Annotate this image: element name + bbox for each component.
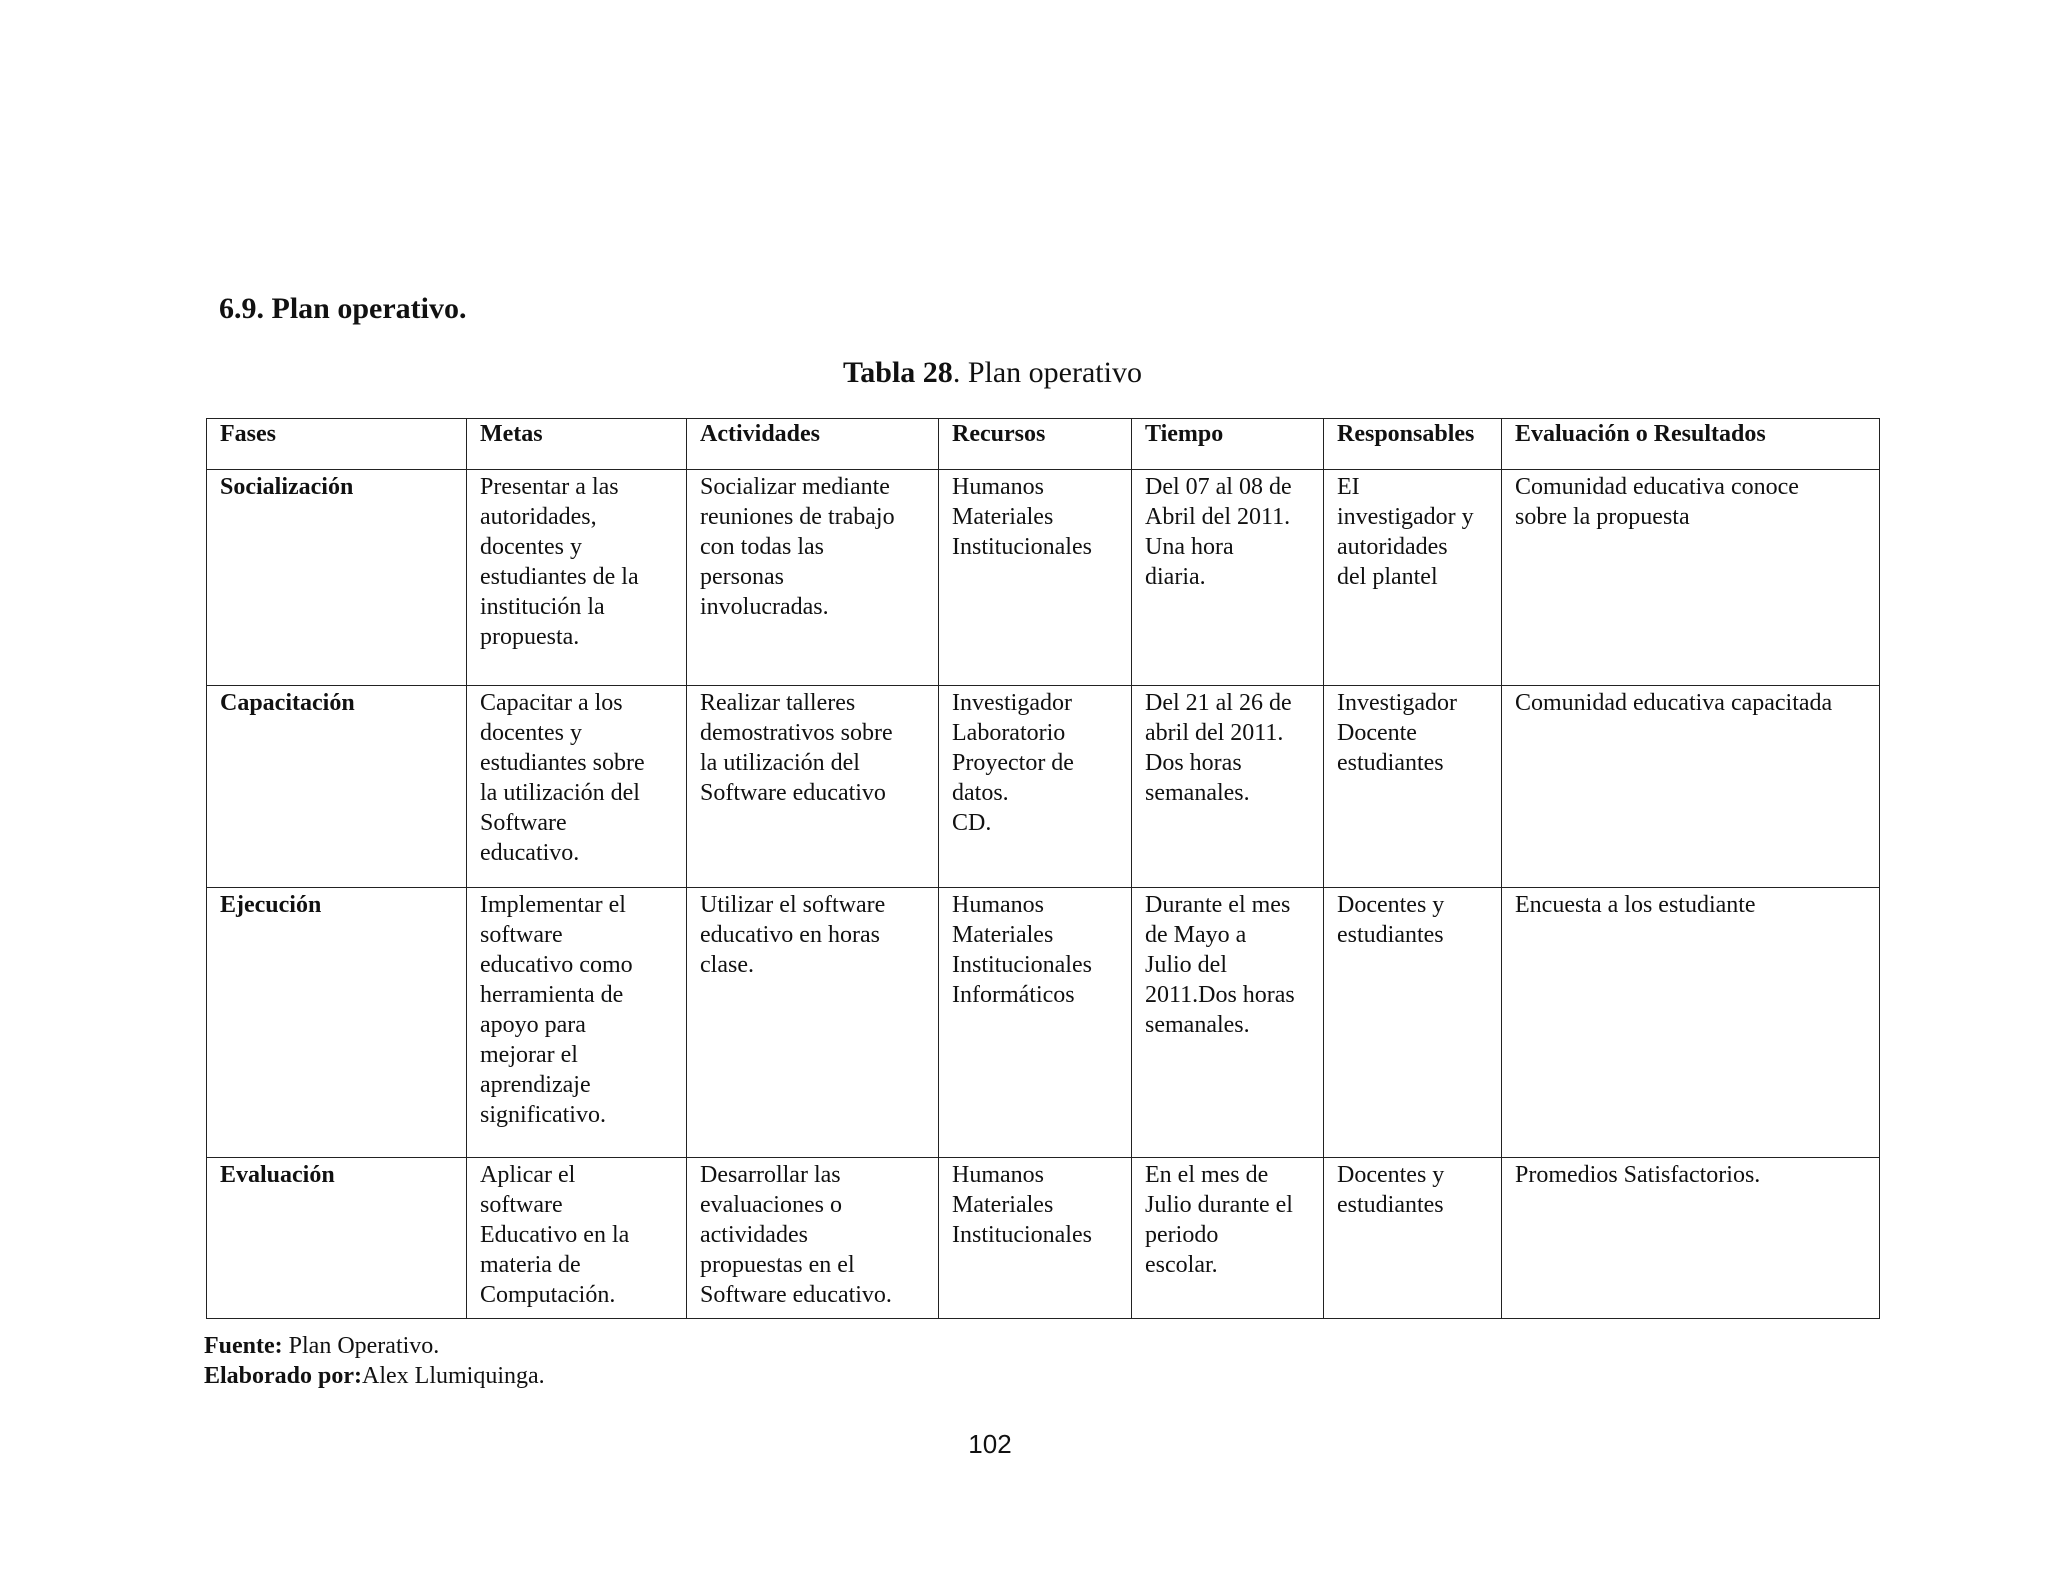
cell-responsables xyxy=(1324,470,1502,686)
table-caption-label: Tabla 28 xyxy=(843,356,953,389)
cell-actividades-text: Realizar talleres demostrativos sobre la utilización del Software educativo xyxy=(700,690,893,806)
cell-fase xyxy=(207,888,467,1158)
cell-actividades xyxy=(687,470,939,686)
cell-actividades-text: Desarrollar las evaluaciones o actividades propuestas en el Software educativo. xyxy=(700,1162,892,1308)
cell-tiempo xyxy=(1132,686,1324,888)
cell-recursos-text: Investigador Laboratorio Proyector de datos. CD. xyxy=(952,690,1074,836)
cell-evaluacion-text: Comunidad educativa conoce sobre la propuesta xyxy=(1515,474,1799,530)
cell-tiempo xyxy=(1132,1158,1324,1319)
cell-evaluacion xyxy=(1502,686,1880,888)
cell-metas xyxy=(467,686,687,888)
cell-tiempo-text: Durante el mes de Mayo a Julio del 2011.Dos horas semanales. xyxy=(1145,892,1295,1038)
table-source-note xyxy=(204,1331,545,1391)
header-actividades: Actividades xyxy=(687,419,939,470)
cell-tiempo-text: En el mes de Julio durante el periodo escolar. xyxy=(1145,1162,1293,1278)
table-row xyxy=(207,888,1880,1158)
table-row xyxy=(207,686,1880,888)
cell-evaluacion-text: Comunidad educativa capacitada xyxy=(1515,690,1833,716)
cell-responsables-text: Docentes y estudiantes xyxy=(1337,1162,1445,1218)
cell-fase-text: Evaluación xyxy=(220,1162,335,1188)
cell-responsables xyxy=(1324,686,1502,888)
cell-metas xyxy=(467,1158,687,1319)
cell-recursos xyxy=(939,1158,1132,1319)
section-title: 6.9. Plan operativo. xyxy=(219,292,467,325)
fuente-label: Fuente: xyxy=(204,1333,283,1359)
cell-evaluacion-text: Encuesta a los estudiante xyxy=(1515,892,1756,918)
header-recursos: Recursos xyxy=(939,419,1132,470)
cell-evaluacion xyxy=(1502,470,1880,686)
header-fases: Fases xyxy=(207,419,467,470)
cell-metas-text: Capacitar a los docentes y estudiantes sobre la utilización del Software educativo. xyxy=(480,690,645,866)
elaborado-value: Alex Llumiquinga. xyxy=(362,1363,545,1389)
page-number: 102 xyxy=(968,1429,1012,1459)
cell-recursos xyxy=(939,686,1132,888)
cell-recursos xyxy=(939,888,1132,1158)
elaborado-line xyxy=(204,1361,545,1391)
table-caption xyxy=(0,358,1985,388)
cell-responsables-text: Docentes y estudiantes xyxy=(1337,892,1445,948)
table-row xyxy=(207,1158,1880,1319)
plan-operativo-table xyxy=(206,418,1880,1319)
table-caption-text: . Plan operativo xyxy=(952,356,1142,389)
cell-responsables-text: EI investigador y autoridades del plantel xyxy=(1337,474,1474,590)
header-metas: Metas xyxy=(467,419,687,470)
cell-tiempo xyxy=(1132,888,1324,1158)
cell-actividades xyxy=(687,888,939,1158)
cell-metas-text: Aplicar el software Educativo en la materia de Computación. xyxy=(480,1162,630,1308)
header-tiempo: Tiempo xyxy=(1132,419,1324,470)
cell-recursos-text: Humanos Materiales Institucionales xyxy=(952,1162,1092,1248)
cell-actividades-text: Socializar mediante reuniones de trabajo con todas las personas involucradas. xyxy=(700,474,895,620)
cell-fase-text: Socialización xyxy=(220,474,354,500)
cell-tiempo xyxy=(1132,470,1324,686)
cell-responsables-text: Investigador Docente estudiantes xyxy=(1337,690,1457,776)
cell-evaluacion xyxy=(1502,1158,1880,1319)
cell-responsables xyxy=(1324,888,1502,1158)
cell-fase-text: Ejecución xyxy=(220,892,322,918)
header-evaluacion: Evaluación o Resultados xyxy=(1502,419,1880,470)
cell-recursos-text: Humanos Materiales Institucionales Informáticos xyxy=(952,892,1092,1008)
table-header-row xyxy=(207,419,1880,470)
cell-fase xyxy=(207,686,467,888)
cell-evaluacion-text: Promedios Satisfactorios. xyxy=(1515,1162,1761,1188)
cell-fase-text: Capacitación xyxy=(220,690,355,716)
fuente-line xyxy=(204,1331,545,1361)
elaborado-label: Elaborado por: xyxy=(204,1363,363,1389)
header-responsables: Responsables xyxy=(1324,419,1502,470)
cell-metas-text: Presentar a las autoridades, docentes y estudiantes de la institución la propuesta. xyxy=(480,474,639,650)
cell-actividades xyxy=(687,686,939,888)
cell-tiempo-text: Del 07 al 08 de Abril del 2011. Una hora diaria. xyxy=(1145,474,1292,590)
cell-tiempo-text: Del 21 al 26 de abril del 2011. Dos horas semanales. xyxy=(1145,690,1292,806)
cell-responsables xyxy=(1324,1158,1502,1319)
cell-actividades-text: Utilizar el software educativo en horas clase. xyxy=(700,892,886,978)
cell-metas-text: Implementar el software educativo como herramienta de apoyo para mejorar el aprendizaje significativo. xyxy=(480,892,633,1128)
cell-metas xyxy=(467,470,687,686)
cell-recursos xyxy=(939,470,1132,686)
table-row xyxy=(207,470,1880,686)
cell-fase xyxy=(207,1158,467,1319)
cell-actividades xyxy=(687,1158,939,1319)
cell-evaluacion xyxy=(1502,888,1880,1158)
cell-fase xyxy=(207,470,467,686)
cell-recursos-text: Humanos Materiales Institucionales xyxy=(952,474,1092,560)
fuente-value: Plan Operativo. xyxy=(282,1333,440,1359)
cell-metas xyxy=(467,888,687,1158)
